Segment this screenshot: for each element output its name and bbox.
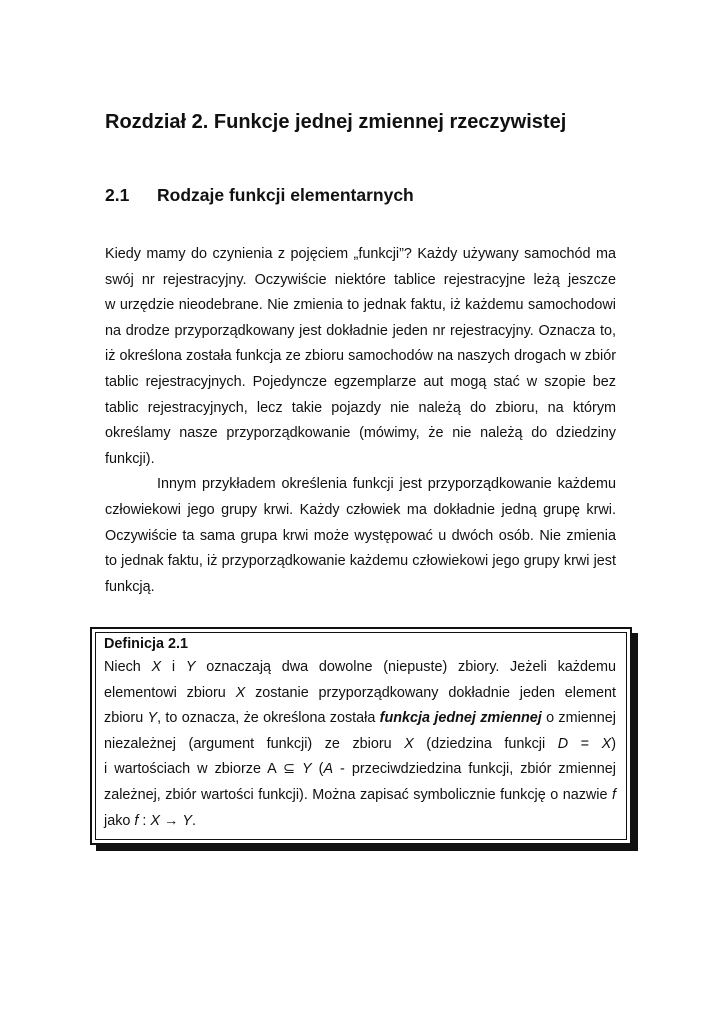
math-symbol: X [601,735,612,752]
text-run: jako [104,812,135,829]
math-symbol: f [134,812,139,829]
text-run: ) [611,735,616,752]
body-text [105,242,616,600]
defined-term: funkcja jednej zmiennej [379,710,542,727]
math-symbol: Y [182,812,193,829]
math-symbol: D [557,735,569,752]
text-line: Innym przykładem określenia funkcji jest przyporządkowanie każdemu [157,476,616,493]
text-run: elementowi zbioru [104,684,236,701]
math-symbol: X [151,659,162,675]
text-run: - przeciwdziedzina funkcji, zbiór zmiennej [333,761,616,778]
definition-line [104,757,616,783]
text-line: funkcją. [105,578,155,595]
text-run: zbioru [104,710,148,727]
text-run: : [138,812,151,829]
definition-line [104,783,616,809]
math-symbol: Y [302,761,312,778]
text-line: swój nr rejestracyjny. Oczywiście niektóre tablice rejestracyjne leżą jeszcze [105,271,616,288]
text-line: to jednak faktu, iż przyporządkowanie każdemu człowiekowi jego grupy krwi jest [105,553,616,570]
math-symbol: X [150,812,161,829]
text-run: = [568,735,602,752]
text-run: i [161,659,186,675]
text-run: Niech [104,659,152,675]
text-run: zostanie przyporządkowany dokładnie jeden element [245,684,617,701]
math-symbol: Y [185,659,196,675]
text-run: i wartościach w zbiorze A [104,761,283,778]
text-line: funkcji). [105,450,155,467]
text-run: , to oznacza, że określona została [157,710,380,727]
text-run: niezależnej (argument funkcji) ze zbioru [104,735,405,752]
definition-line [104,655,616,681]
definition-content [104,633,616,834]
math-symbol: A [323,761,334,778]
section-heading [105,185,414,206]
definition-line [104,706,616,732]
text-line: tablic rejestracyjnych, lecz takie pojazdy nie należą do zbioru, na którym [105,399,616,416]
definition-title: Definicja 2.1 [104,636,188,652]
text-run: (dziedzina funkcji [413,735,558,752]
text-line: tablic rejestracyjnych. Pojedyncze egzemplarze aut mogą stać w szopie bez [105,373,616,390]
text-line: w urzędzie nieodebrane. Nie zmienia to jednak faktu, iż każdemu samochodowi [105,297,616,314]
text-run: . [192,812,197,829]
definition-line [104,732,616,758]
text-run: o zmiennej [541,710,616,727]
chapter-title: Rozdział 2. Funkcje jednej zmiennej rzeczywistej [105,111,567,133]
text-line: określamy nasze przyporządkowanie (mówimy, że nie należą do dziedziny [105,425,616,442]
text-run: ( [311,761,324,778]
text-run [295,761,302,777]
definition-line [104,809,616,835]
text-line: iż określona została funkcja ze zbioru samochodów na naszych drogach w zbiór [105,348,616,365]
arrow-symbol: → [160,812,183,829]
paragraph-2 [105,472,616,600]
text-line: Kiedy mamy do czynienia z pojęciem „funkcji”? Każdy używany samochód ma [105,246,616,262]
paragraph-1 [105,242,616,472]
text-run: zależnej, zbiór wartości funkcji). Można zapisać symbolicznie funkcję o nazwie [104,786,612,803]
text-line: na drodze przyporządkowany jest dokładnie jeden nr rejestracyjny. Oznacza to, [105,322,616,339]
definition-line [104,681,616,707]
math-symbol: X [404,735,414,752]
math-symbol: Y [147,710,158,727]
math-symbol: f [612,786,616,803]
section-title: Rodzaje funkcji elementarnych [157,185,414,205]
math-symbol: X [235,684,246,701]
section-number: 2.1 [105,185,130,205]
text-run: oznaczają dwa dowolne (niepuste) zbiory. Jeżeli każdemu [195,659,616,675]
text-line: człowiekowi jego grupy krwi. Każdy człowiek ma dokładnie jedną grupę krwi. [105,501,616,518]
subset-symbol: ⊆ [282,761,296,778]
text-line: Oczywiście ta sama grupa krwi może występować u dwóch osób. Nie zmienia [105,527,616,544]
